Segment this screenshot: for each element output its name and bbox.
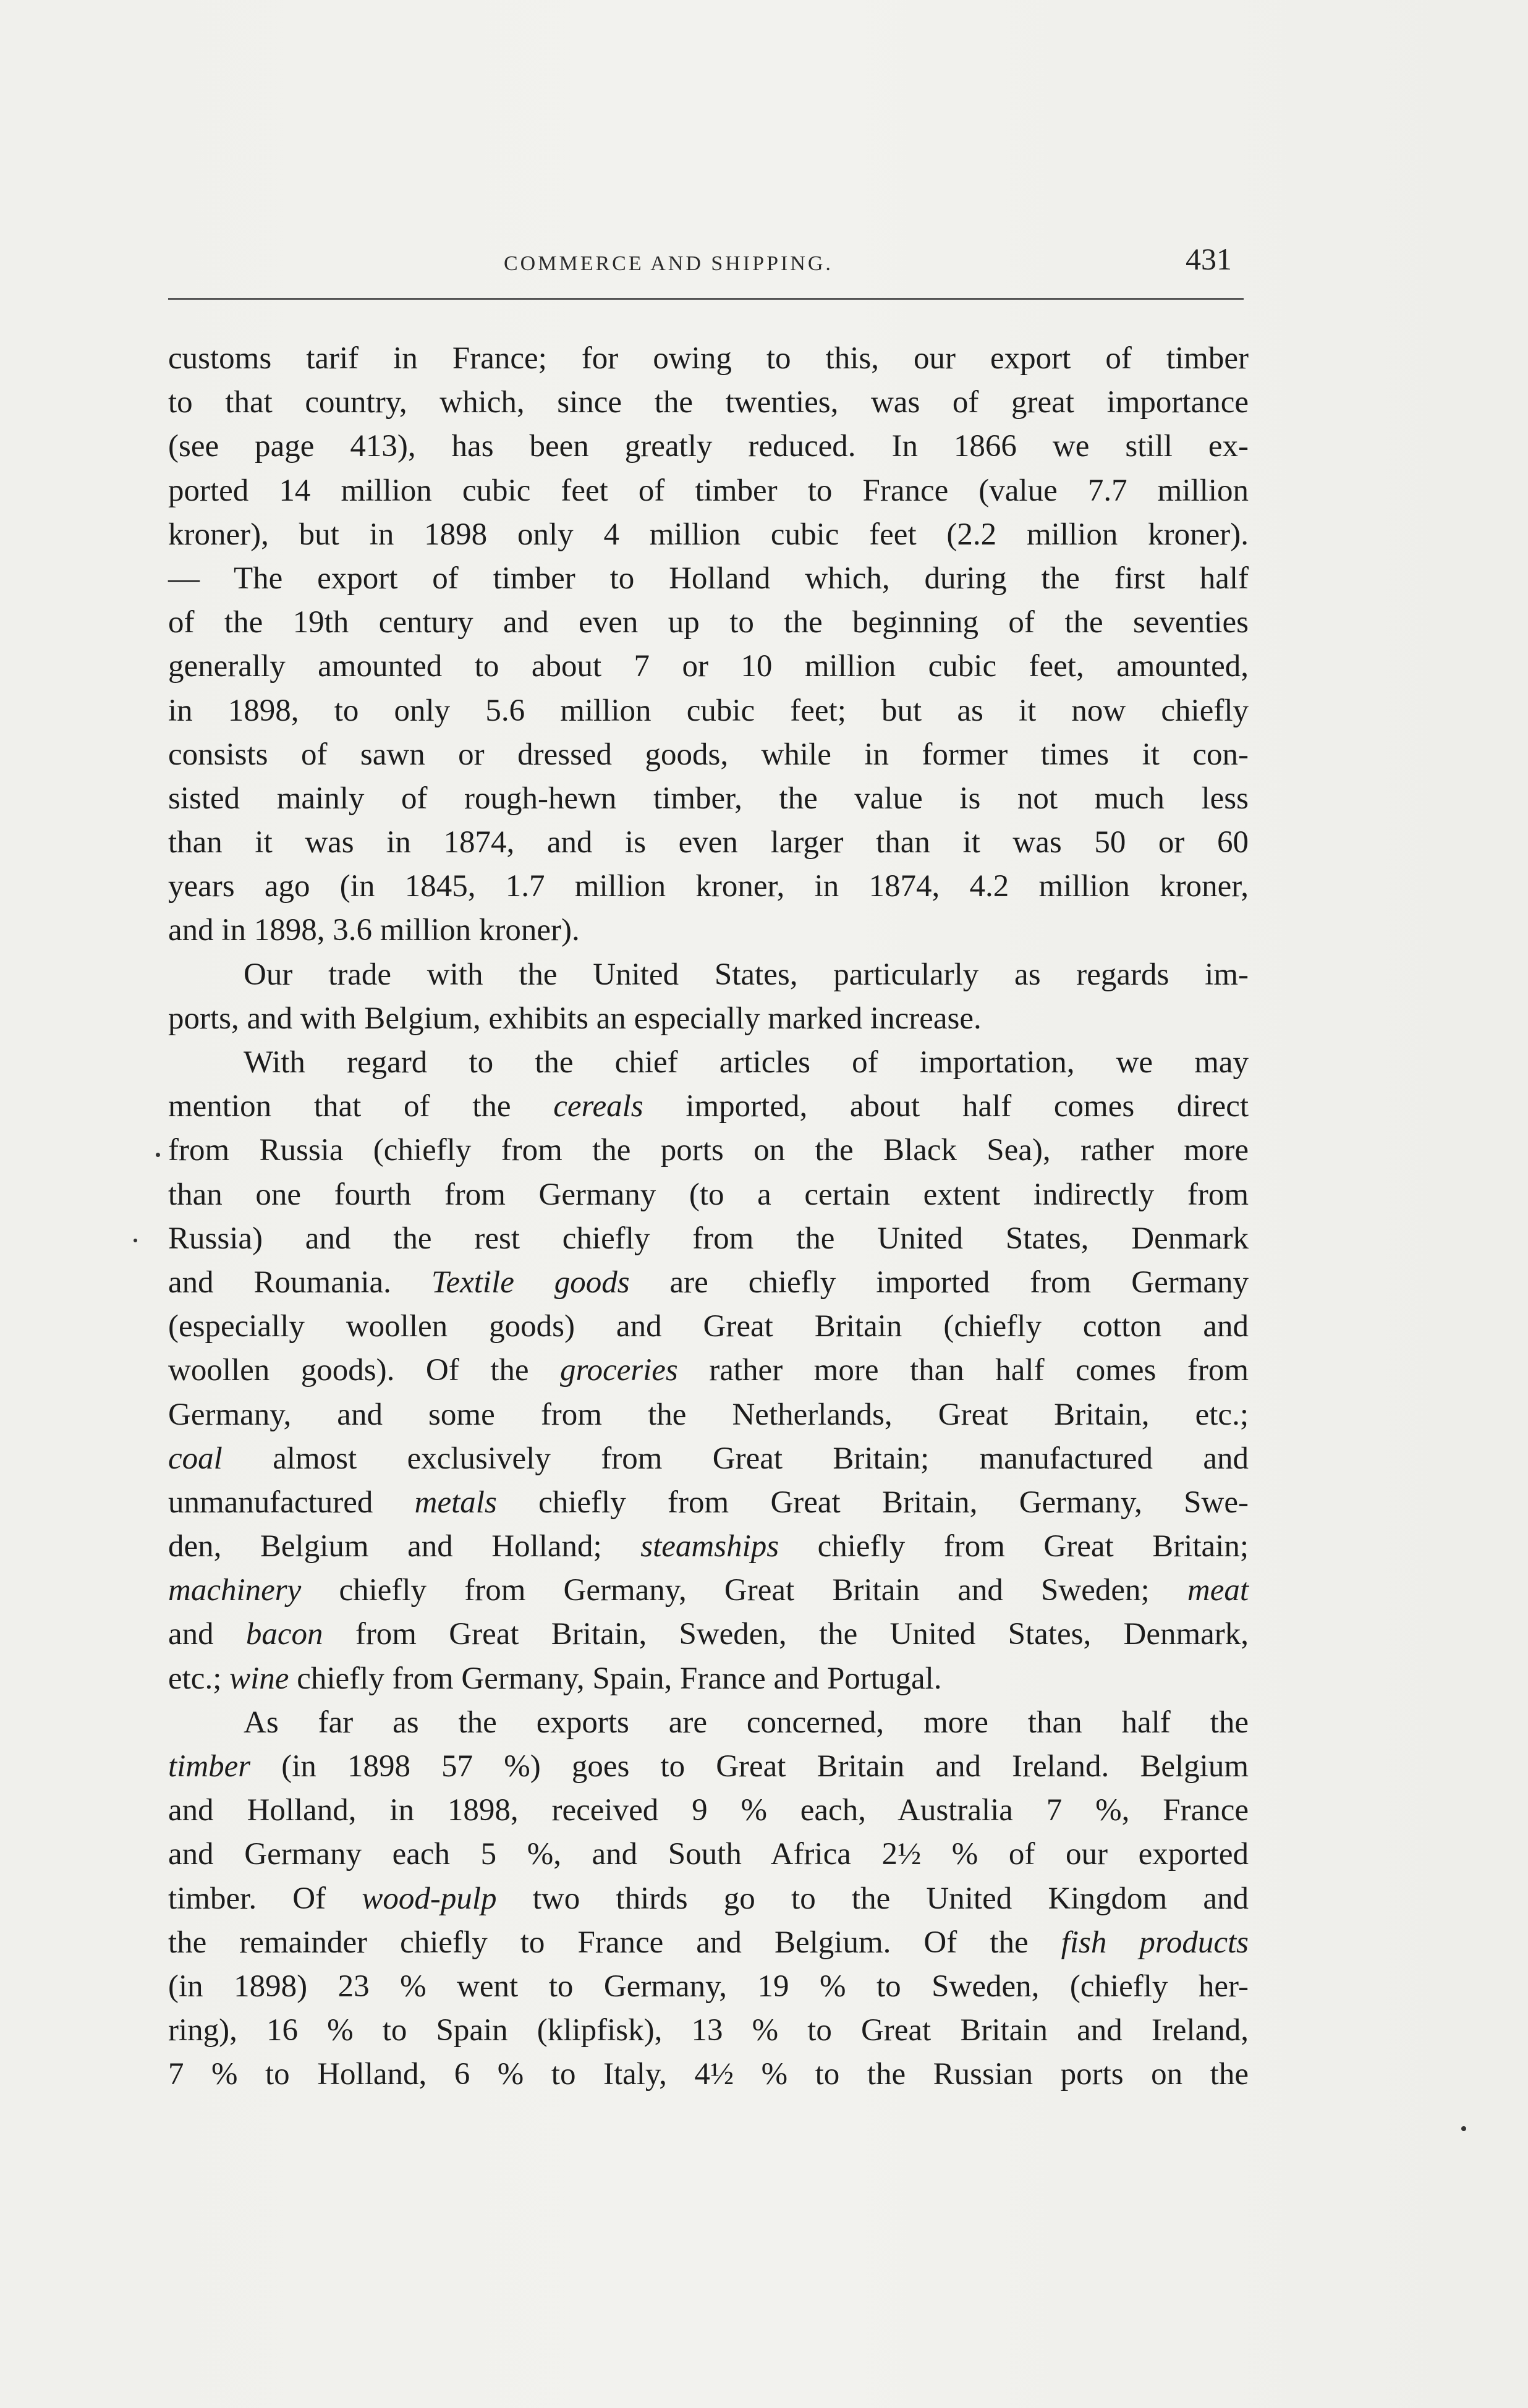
text-run: mention that of the [168,1089,554,1124]
text-line [168,1393,1249,1437]
text-run: almost exclusively from Great Britain; manufactured and [222,1441,1249,1476]
text-run: As far as the exports are concerned, more than half the [244,1705,1249,1740]
italic-term: Textile goods [431,1265,630,1300]
text-line [168,1261,1249,1305]
text-run: (in 1898 57 %) goes to Great Britain and Ireland. Belgium [250,1749,1249,1784]
text-run: than it was in 1874, and is even larger than it was 50 or 60 [168,825,1249,860]
text-run: etc.; [168,1661,230,1696]
text-run: and Roumania. [168,1265,431,1300]
text-run: (especially woollen goods) and Great Britain (chiefly cotton and [168,1309,1249,1344]
text-line [168,1877,1249,1921]
text-run: — The export of timber to Holland which, during the first half [168,561,1249,596]
text-line [168,381,1249,425]
text-line [168,337,1249,381]
text-run: ports, and with Belgium, exhibits an especially marked increase. [168,1001,982,1036]
text-line [168,1789,1249,1833]
text-run: customs tarif in France; for owing to this, our export of timber [168,341,1249,376]
body-text [168,337,1249,2097]
italic-term: steamships [640,1529,779,1564]
text-line [168,469,1249,513]
text-line [168,1173,1249,1217]
text-run: ported 14 million cubic feet of timber to France (value 7.7 million [168,473,1249,508]
text-run: consists of sawn or dressed goods, while in former times it con- [168,737,1249,772]
text-run: kroner), but in 1898 only 4 million cubic feet (2.2 million kroner). [168,517,1249,552]
text-run: chiefly from Germany, Spain, France and Portugal. [289,1661,942,1696]
text-line [168,1481,1249,1525]
text-line [168,513,1249,557]
text-run: woollen goods). Of the [168,1353,561,1388]
text-line [168,1437,1249,1481]
text-line [168,2009,1249,2053]
text-run: unmanufactured [168,1485,415,1520]
text-run: chiefly from Germany, Great Britain and Sweden; [301,1573,1187,1608]
text-line [168,1041,1249,1085]
text-line [168,1217,1249,1261]
text-run: den, Belgium and Holland; [168,1529,641,1564]
text-line [168,1657,1249,1701]
text-run: (see page 413), has been greatly reduced. In 1866 we still ex- [168,429,1249,464]
page-speck [134,1239,137,1242]
text-run: sisted mainly of rough-hewn timber, the value is not much less [168,781,1249,816]
text-run: Germany, and some from the Netherlands, Great Britain, etc.; [168,1397,1249,1432]
page-speck [1461,2126,1466,2131]
text-line [168,1745,1249,1789]
text-run: chiefly from Great Britain; [779,1529,1249,1564]
text-line [168,1305,1249,1349]
text-run: from Russia (chiefly from the ports on the Black Sea), rather more [168,1133,1249,1168]
italic-term: bacon [245,1617,323,1652]
text-run: With regard to the chief articles of importation, we may [244,1045,1249,1080]
text-run: generally amounted to about 7 or 10 million cubic feet, amounted, [168,649,1249,684]
italic-term: machinery [168,1573,302,1608]
text-line [168,1569,1249,1613]
text-run: and in 1898, 3.6 million kroner). [168,913,580,948]
italic-term: metals [414,1485,497,1520]
text-line [168,1701,1249,1745]
text-run: and Germany each 5 %, and South Africa 2½ % of our exported [168,1837,1249,1872]
text-run: of the 19th century and even up to the beginning of the seventies [168,605,1249,640]
italic-term: cereals [553,1089,643,1124]
text-line [168,1833,1249,1876]
running-head: COMMERCE AND SHIPPING. [504,252,833,275]
text-line [168,733,1249,777]
page-number: 431 [1186,242,1232,276]
text-line [168,557,1249,601]
text-line [168,909,1249,952]
italic-term: wood-pulp [362,1881,497,1916]
text-run: and [168,1617,246,1652]
text-line [168,865,1249,909]
text-line [168,1349,1249,1393]
italic-term: fish products [1061,1925,1249,1960]
italic-term: meat [1187,1573,1249,1608]
text-line [168,2053,1249,2096]
italic-term: groceries [560,1353,678,1388]
text-run: in 1898, to only 5.6 million cubic feet; but as it now chiefly [168,693,1249,728]
italic-term: timber [168,1749,251,1784]
text-run: Our trade with the United States, particularly as regards im- [244,957,1249,992]
header-rule [168,298,1244,300]
text-line [168,777,1249,821]
text-line [168,997,1249,1041]
text-line [168,689,1249,733]
text-line [168,1129,1249,1172]
text-line [168,1921,1249,1965]
text-run: two thirds go to the United Kingdom and [496,1881,1249,1916]
text-run: ring), 16 % to Spain (klipfisk), 13 % to Great Britain and Ireland, [168,2013,1249,2048]
text-run: timber. Of [168,1881,362,1916]
text-run: Russia) and the rest chiefly from the United States, Denmark [168,1221,1249,1256]
text-run: than one fourth from Germany (to a certain extent indirectly from [168,1177,1249,1212]
text-run: years ago (in 1845, 1.7 million kroner, in 1874, 4.2 million kroner, [168,869,1249,904]
italic-term: wine [229,1661,289,1696]
text-line [168,425,1249,468]
text-run: 7 % to Holland, 6 % to Italy, 4½ % to the Russian ports on the [168,2057,1249,2092]
text-run: imported, about half comes direct [643,1089,1249,1124]
text-run: (in 1898) 23 % went to Germany, 19 % to Sweden, (chiefly her- [168,1969,1249,2004]
text-line [168,645,1249,689]
text-line [168,1965,1249,2009]
text-line [168,1613,1249,1656]
text-run: the remainder chiefly to France and Belgium. Of the [168,1925,1061,1960]
text-run: to that country, which, since the twenties, was of great importance [168,385,1249,420]
text-run: and Holland, in 1898, received 9 % each, Australia 7 %, France [168,1793,1249,1828]
text-run: from Great Britain, Sweden, the United States, Denmark, [323,1617,1249,1652]
text-run: chiefly from Great Britain, Germany, Swe- [496,1485,1249,1520]
text-run: are chiefly imported from Germany [629,1265,1249,1300]
italic-term: coal [168,1441,223,1476]
text-run: rather more than half comes from [677,1353,1249,1388]
text-line [168,953,1249,997]
text-line [168,1085,1249,1129]
text-line [168,601,1249,645]
page-speck [156,1153,160,1157]
text-line [168,1525,1249,1569]
text-line [168,821,1249,865]
